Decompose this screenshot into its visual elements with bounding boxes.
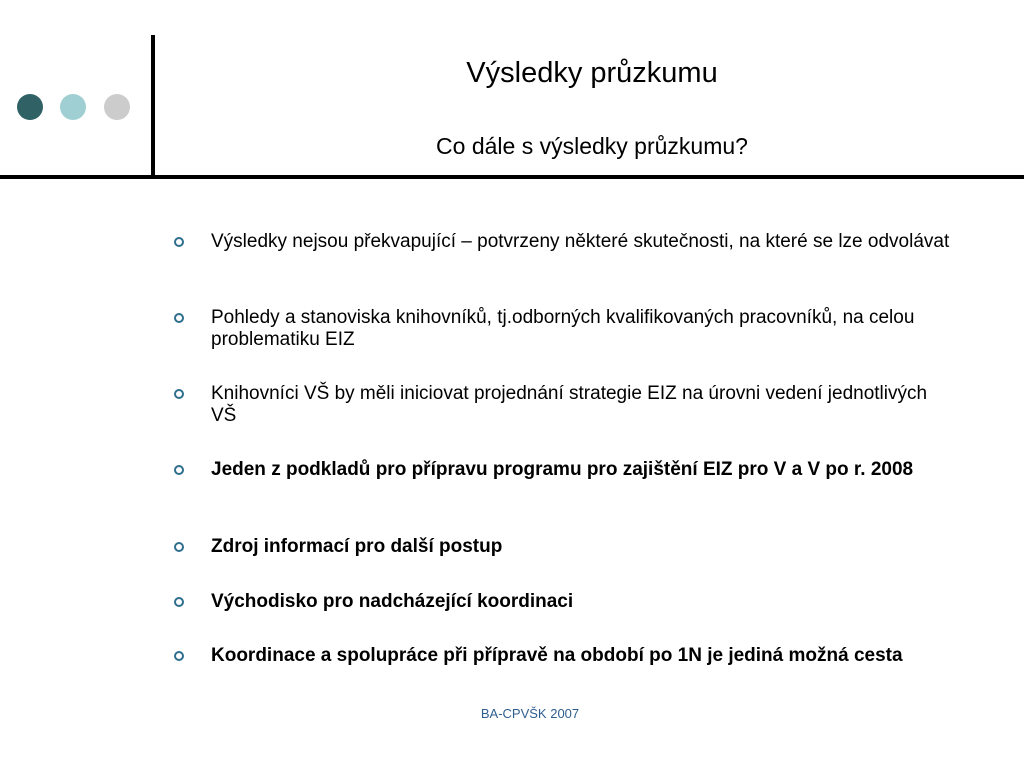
bullet-text: Výsledky nejsou překvapující – potvrzeny některé skutečnosti, na které se lze odvolávat	[211, 231, 950, 252]
bullet-text: Východisko pro nadcházející koordinaci	[211, 591, 574, 612]
bullet-text: Zdroj informací pro další postup	[211, 536, 503, 557]
bullet-ring-icon	[174, 237, 184, 247]
bullet-text: Pohledy a stanoviska knihovníků, tj.odborných kvalifikovaných pracovníků, na celou problematiku EIZ	[211, 307, 915, 350]
slide-footer: BA-CPVŠK 2007	[480, 706, 580, 721]
bullet-item	[211, 645, 951, 667]
bullet-text: Knihovníci VŠ by měli iniciovat projednání strategie EIZ na úrovni vedení jednotlivých VŠ	[211, 383, 928, 426]
bullet-item	[211, 307, 951, 351]
bullet-text: Koordinace a spolupráce při přípravě na období po 1N je jediná možná cesta	[211, 645, 903, 666]
bullet-item	[211, 231, 951, 253]
slide-title: Výsledky průzkumu	[466, 57, 718, 89]
bullet-item	[211, 536, 951, 558]
bullet-item	[211, 591, 951, 613]
slide-subtitle: Co dále s výsledky průzkumu?	[436, 133, 748, 159]
bullet-item	[211, 459, 951, 481]
bullet-text: Jeden z podkladů pro přípravu programu pro zajištění EIZ pro V a V po r. 2008	[211, 459, 914, 480]
bullet-ring-icon	[174, 313, 184, 323]
bullet-ring-icon	[174, 597, 184, 607]
bullet-item	[211, 383, 951, 427]
bullet-ring-icon	[174, 389, 184, 399]
bullet-ring-icon	[174, 651, 184, 661]
bullet-ring-icon	[174, 465, 184, 475]
bullet-ring-icon	[174, 542, 184, 552]
